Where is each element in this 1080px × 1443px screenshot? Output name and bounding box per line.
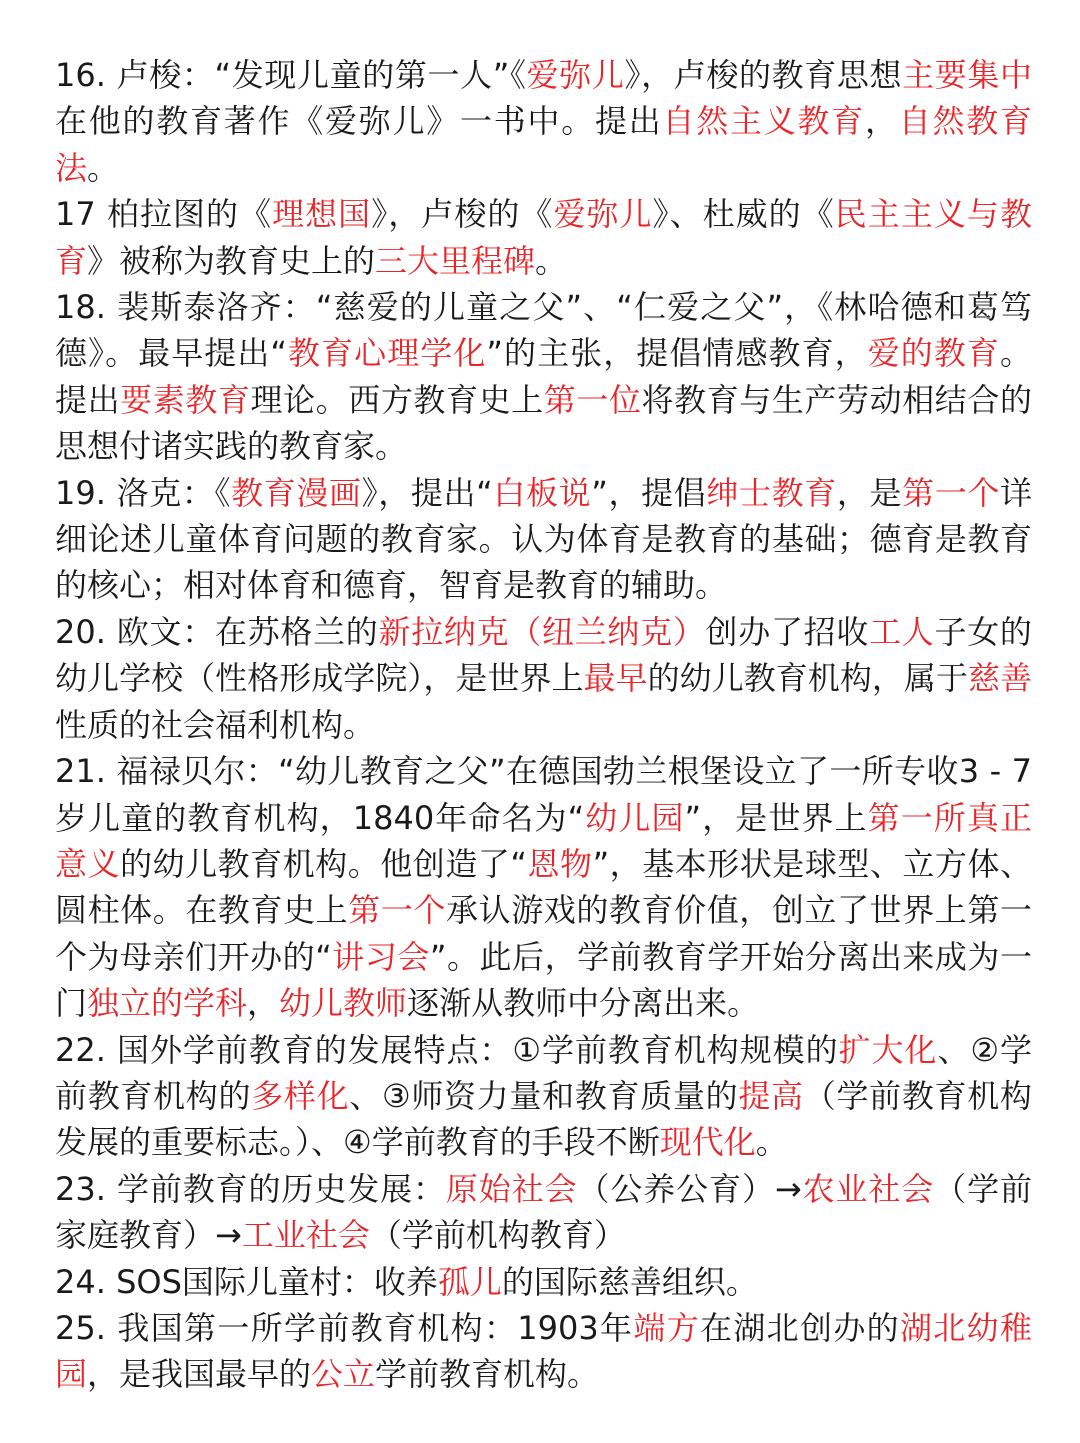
note-text: 的国际慈善组织。 xyxy=(501,1262,758,1301)
highlighted-keyword: 工人 xyxy=(869,612,935,651)
note-text: ”，基本形状是球型、立方体、圆柱体。在教育史上 xyxy=(55,844,1032,930)
highlighted-keyword: 教育心理学化 xyxy=(287,334,487,373)
highlighted-keyword: 多样化 xyxy=(251,1076,350,1115)
note-text: 。 xyxy=(755,1123,788,1162)
note-text: ，是我国最早的 xyxy=(87,1355,312,1394)
note-text: 、③师资力量和教育质量的 xyxy=(349,1076,739,1115)
highlighted-keyword: 幼儿园 xyxy=(584,798,685,837)
highlighted-keyword: 爱弥儿 xyxy=(526,56,625,94)
note-entry-17 xyxy=(55,191,1032,284)
highlighted-keyword: 幼儿教师 xyxy=(279,984,408,1023)
note-text: 》、杜威的《 xyxy=(652,195,835,234)
note-text: 的幼儿教育机构，属于 xyxy=(647,659,968,698)
note-entry-23 xyxy=(55,1166,1032,1259)
highlighted-keyword: 原始社会 xyxy=(445,1169,578,1208)
note-text: 21. 福禄贝尔：“幼儿教育之父”在德国勃兰根堡设立了一所专收3 - 7岁儿童的教育机构，1840年命名为“ xyxy=(55,752,1032,837)
highlighted-keyword: 要素教育 xyxy=(120,380,251,419)
note-text: 16. 卢梭：“发现儿童的第一人”《 xyxy=(55,56,527,94)
note-text: 24. SOS国际儿童村：收养 xyxy=(55,1262,438,1301)
note-text: 逐渐从教师中分离出来。 xyxy=(407,984,760,1023)
note-text: 19. 洛克：《 xyxy=(55,473,232,512)
note-text: ，是 xyxy=(836,473,903,512)
note-text: 。 xyxy=(535,241,568,280)
highlighted-keyword: 白板说 xyxy=(492,473,592,512)
note-text: ”，是世界上 xyxy=(684,798,868,837)
highlighted-keyword: 绅士教育 xyxy=(706,473,837,512)
note-text: （学前机构教育） xyxy=(369,1216,626,1255)
note-text: 》，卢梭的教育思想 xyxy=(624,56,903,94)
note-text: 》，提出“ xyxy=(361,473,493,512)
note-text: ， xyxy=(864,102,899,141)
note-text: ”的主张，提倡情感教育， xyxy=(486,334,868,373)
note-text: 》，卢梭的《 xyxy=(371,195,554,234)
note-text: 、②学前教育机构的 xyxy=(55,1030,1032,1115)
highlighted-keyword: 爱的教育 xyxy=(867,334,1000,373)
highlighted-keyword: 工业社会 xyxy=(241,1216,370,1255)
note-text: ， xyxy=(247,984,280,1023)
highlighted-keyword: 第一个 xyxy=(902,473,1000,512)
highlighted-keyword: 现代化 xyxy=(659,1123,756,1162)
note-text: 的幼儿教育机构。他创造了“ xyxy=(120,844,527,883)
highlighted-keyword: 扩大化 xyxy=(838,1030,938,1069)
highlighted-keyword: 农业社会 xyxy=(801,1169,935,1208)
note-entry-22 xyxy=(55,1027,1032,1166)
note-entry-25 xyxy=(55,1305,1032,1398)
note-text: 在他的教育著作《爱弥儿》一书中。提出 xyxy=(55,102,663,141)
highlighted-keyword: 自然主义教育 xyxy=(662,102,865,141)
highlighted-keyword: 独立的学科 xyxy=(87,984,248,1023)
note-text: （学前教育机构发展的重要标志。）、④学前教育的手段不断 xyxy=(55,1076,1032,1162)
note-text: （学前家庭教育）→ xyxy=(55,1169,1032,1255)
note-text: 23. 学前教育的历史发展： xyxy=(55,1169,446,1208)
note-entry-21 xyxy=(55,748,1032,1026)
note-text: 22. 国外学前教育的发展特点：①学前教育机构规模的 xyxy=(55,1030,839,1069)
highlighted-keyword: 第一位 xyxy=(543,380,642,419)
highlighted-keyword: 新拉纳克（纽兰纳克） xyxy=(378,612,706,651)
highlighted-keyword: 公立 xyxy=(311,1355,376,1394)
note-entry-16 xyxy=(55,52,1032,191)
highlighted-keyword: 讲习会 xyxy=(331,937,430,976)
note-text: 20. 欧文：在苏格兰的 xyxy=(55,612,379,651)
note-text: 理论。西方教育史上 xyxy=(250,380,544,419)
highlighted-keyword: 第一所真正意义 xyxy=(55,798,1032,883)
note-entry-24 xyxy=(55,1259,1032,1305)
note-entry-19 xyxy=(55,470,1032,609)
note-text: ”。此后，学前教育学开始分离出来成为一门 xyxy=(55,937,1032,1023)
note-text: 在湖北创办的 xyxy=(700,1308,900,1347)
note-text: （公养公育）→ xyxy=(577,1169,802,1208)
note-text: 。提出 xyxy=(55,334,1032,419)
note-text: 详细论述儿童体育问题的教育家。认为体育是教育的基础；德育是教育的核心；相对体育和德育，智育是教育的辅助。 xyxy=(55,473,1032,605)
highlighted-keyword: 三大里程碑 xyxy=(375,241,536,280)
note-text: 》被称为教育史上的 xyxy=(87,241,376,280)
note-text: 子女的幼儿学校（性格形成学院），是世界上 xyxy=(55,612,1032,698)
note-text: 学前教育机构。 xyxy=(375,1355,600,1394)
highlighted-keyword: 湖北幼稚园 xyxy=(55,1308,1032,1394)
note-text: 性质的社会福利机构。 xyxy=(55,705,376,744)
note-text: 将教育与生产劳动相结合的思想付诸实践的教育家。 xyxy=(55,380,1032,466)
highlighted-keyword: 提高 xyxy=(738,1076,804,1115)
highlighted-keyword: 慈善 xyxy=(967,659,1032,698)
highlighted-keyword: 孤儿 xyxy=(437,1262,502,1301)
note-text: 18. 裴斯泰洛齐：“慈爱的儿童之父”、“仁爱之父”，《林哈德和葛笃德》。最早提出“ xyxy=(55,288,1032,373)
highlighted-keyword: 民主主义与教育 xyxy=(55,195,1032,280)
note-entry-18 xyxy=(55,284,1032,470)
note-text: 承认游戏的教育价值，创立了世界上第一个为母亲们开办的“ xyxy=(55,891,1032,976)
highlighted-keyword: 爱弥儿 xyxy=(553,195,653,234)
note-entry-20 xyxy=(55,609,1032,748)
note-text: 17 柏拉图的《 xyxy=(55,195,273,234)
highlighted-keyword: 第一个 xyxy=(348,891,447,930)
highlighted-keyword: 理想国 xyxy=(272,195,372,234)
highlighted-keyword: 最早 xyxy=(583,659,648,698)
note-text: 。 xyxy=(87,148,120,187)
note-text: ”，提倡 xyxy=(591,473,707,512)
note-text: 25. 我国第一所学前教育机构：1903年 xyxy=(55,1308,634,1347)
highlighted-keyword: 自然教育法 xyxy=(55,102,1032,187)
highlighted-keyword: 恩物 xyxy=(526,844,593,883)
highlighted-keyword: 教育漫画 xyxy=(231,473,362,512)
highlighted-keyword: 主要集中 xyxy=(902,56,1032,94)
note-text: 创办了招收 xyxy=(705,612,870,651)
highlighted-keyword: 端方 xyxy=(633,1308,701,1347)
